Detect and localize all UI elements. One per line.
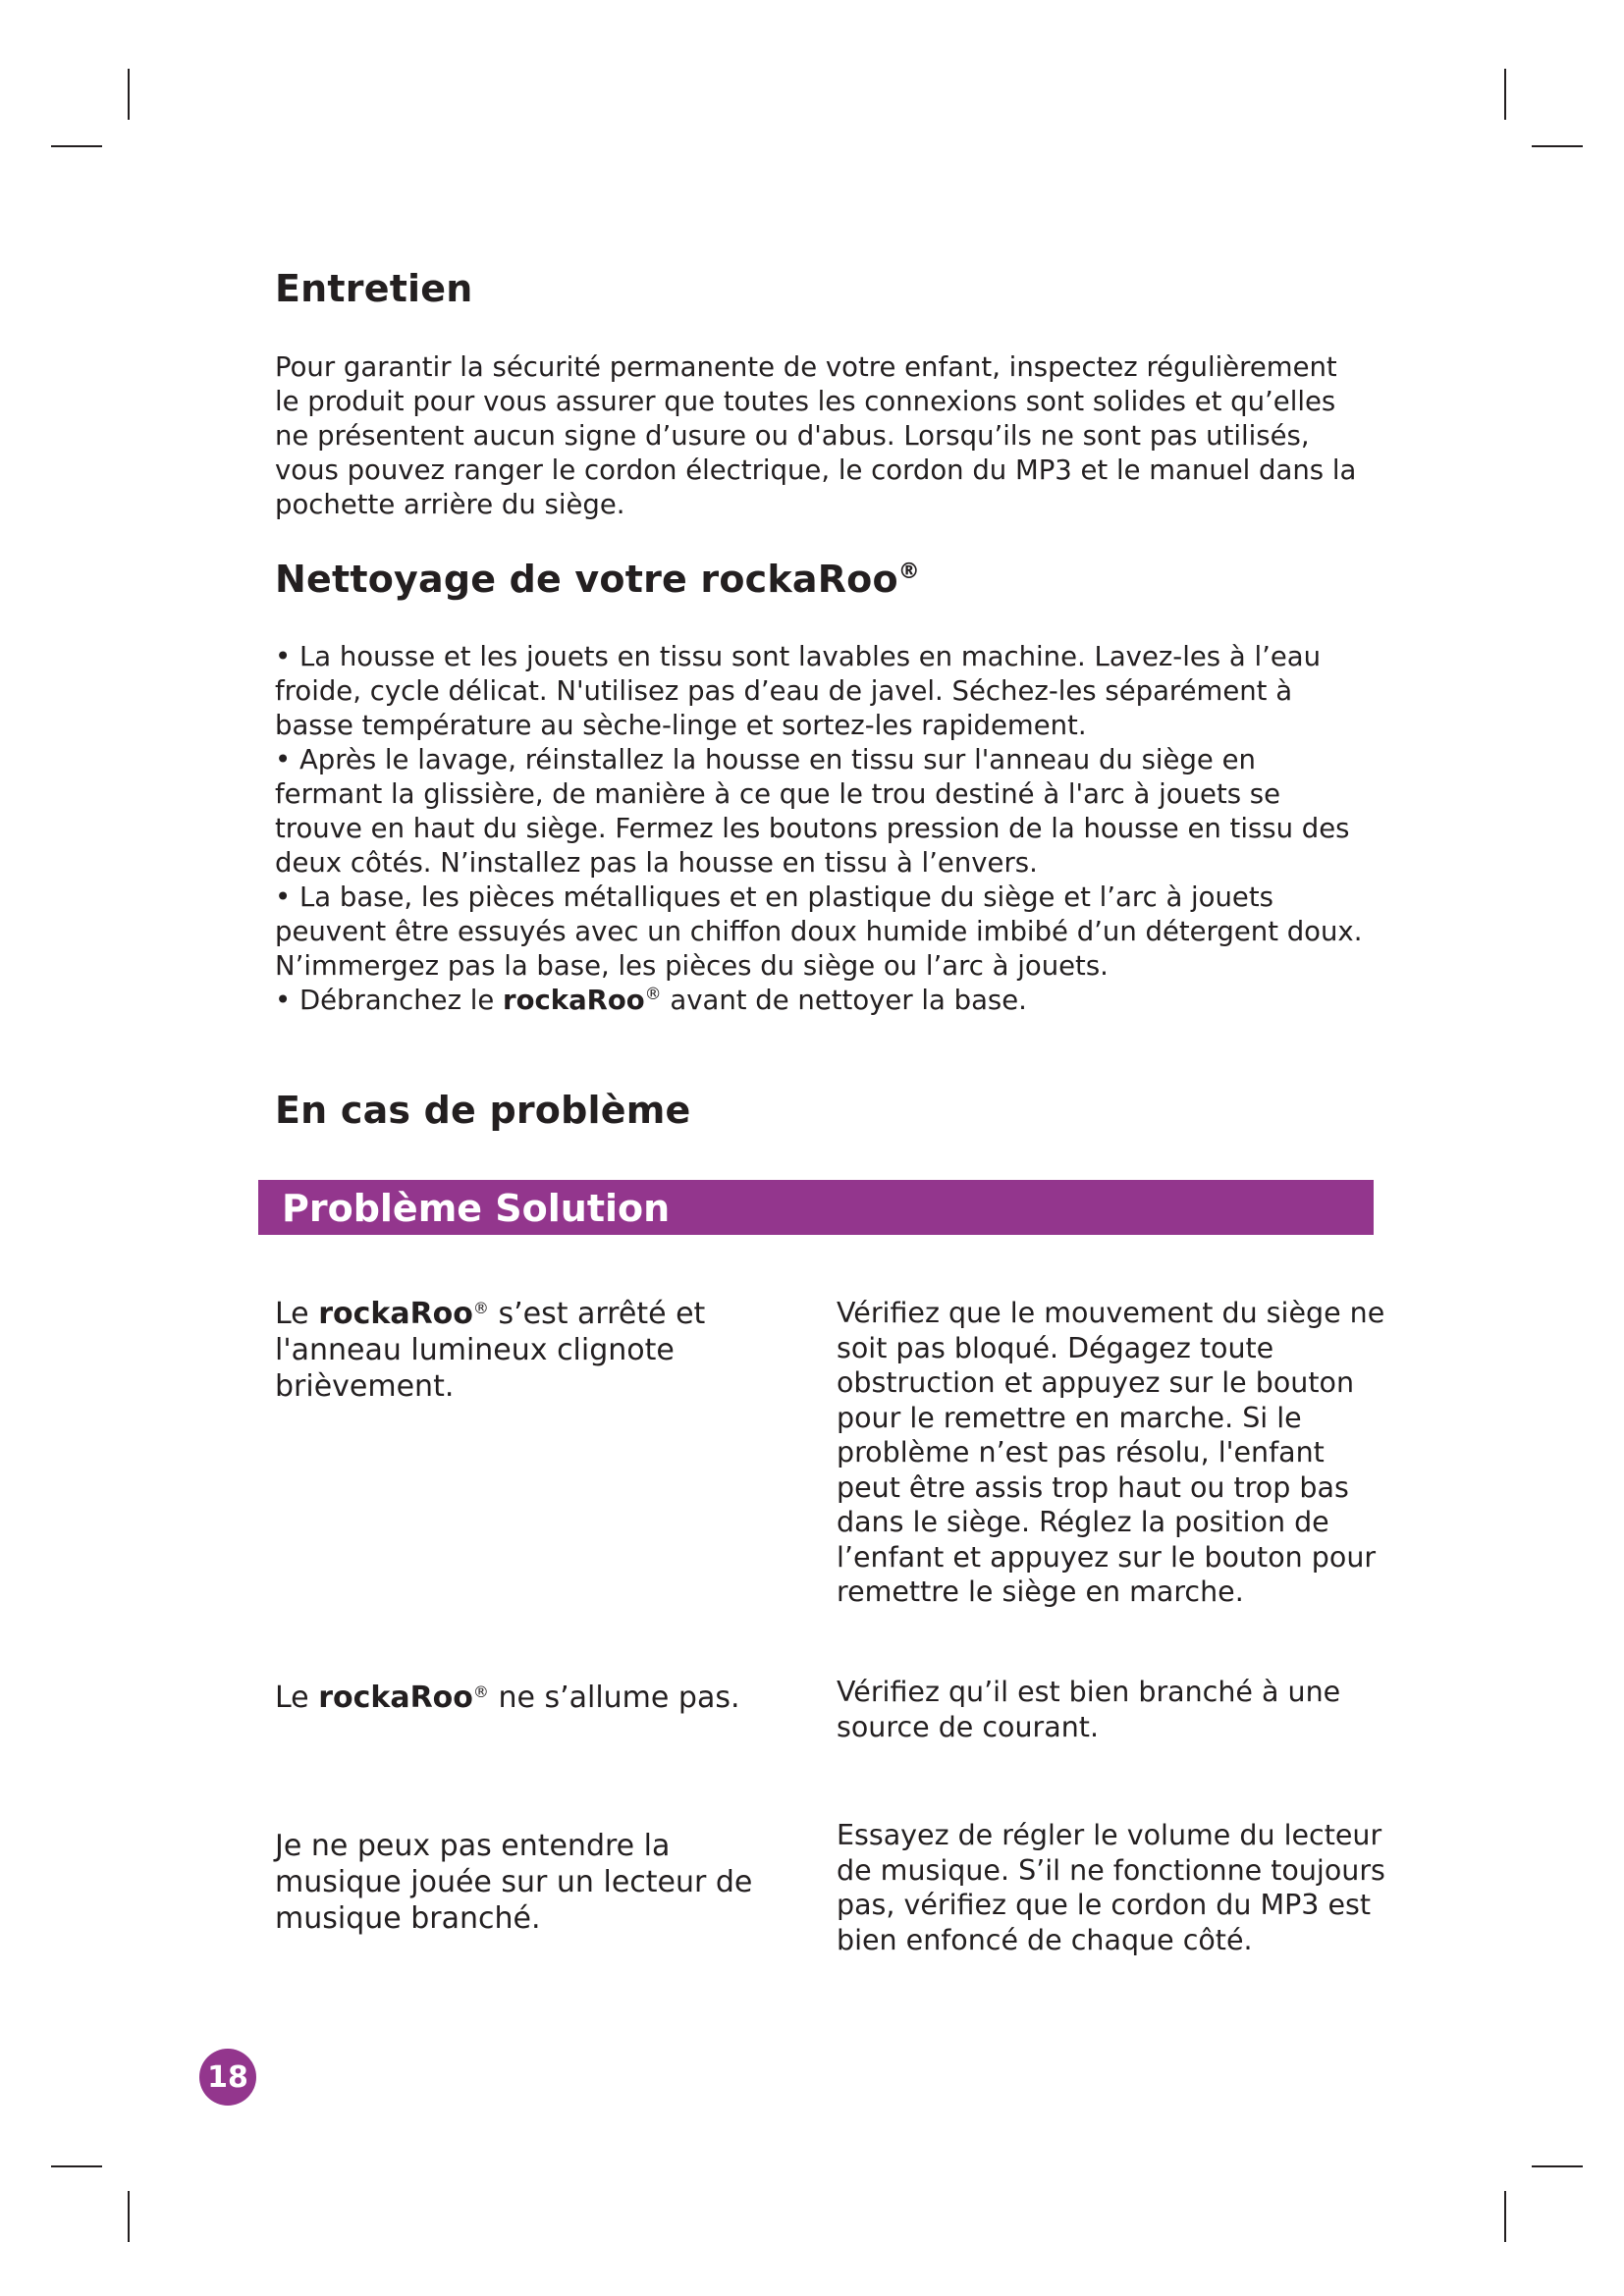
section-title-probleme: En cas de problème <box>275 1089 691 1132</box>
registered-mark: ® <box>472 1682 489 1701</box>
entretien-paragraph <box>275 350 1365 522</box>
bullet-4-suffix: avant de nettoyer la base. <box>661 985 1027 1016</box>
table-row-2-solution: Vérifiez qu’il est bien branché à une source de courant. <box>837 1676 1341 1743</box>
crop-mark-top-right-vertical <box>1504 69 1506 120</box>
brand-name: rockaRoo <box>318 1681 473 1715</box>
nettoyage-bullet-1: • La housse et les jouets en tissu sont lavables en machine. Lavez-les à l’eau froide, cycle délicat. N'utilisez pas d’eau de javel. Séchez-les séparément à basse température au sèche-linge et sortez-les rapidement. <box>275 641 1322 741</box>
bullet-4-prefix: • Débranchez le <box>275 985 504 1016</box>
table-row-3-problem: Je ne peux pas entendre la musique jouée sur un lecteur de musique branché. <box>275 1829 753 1936</box>
crop-mark-top-left-horizontal <box>51 145 102 147</box>
table-row-2-problem <box>275 1680 766 1716</box>
problem-suffix: ne s’allume pas. <box>488 1681 740 1715</box>
section-title-nettoyage <box>275 558 920 601</box>
crop-mark-bottom-right-vertical <box>1504 2191 1506 2242</box>
brand-name: rockaRoo <box>318 1297 473 1331</box>
nettoyage-bullet-3: • La base, les pièces métalliques et en plastique du siège et l’arc à jouets peuvent être essuyés avec un chiffon doux humide imbibé d’un détergent doux. N’immergez pas la base, les pièces du siège ou l’arc à jouets. <box>275 881 1363 982</box>
registered-mark: ® <box>897 560 920 584</box>
crop-mark-top-right-horizontal <box>1532 145 1583 147</box>
crop-mark-bottom-right-horizontal <box>1532 2165 1583 2167</box>
problem-suffix: s’est arrêté et l'anneau lumineux clignote brièvement. <box>275 1297 706 1404</box>
page-number-badge <box>199 2049 256 2106</box>
registered-mark: ® <box>472 1299 489 1317</box>
section-title-entretien: Entretien <box>275 267 473 310</box>
crop-mark-bottom-left-horizontal <box>51 2165 102 2167</box>
problem-prefix: Le <box>275 1297 319 1331</box>
nettoyage-bullet-4 <box>275 984 1365 1018</box>
table-row-1-problem <box>275 1296 766 1405</box>
page-number: 18 <box>207 2059 248 2095</box>
table-header-label: Problème Solution <box>282 1187 671 1230</box>
troubleshooting-table-header <box>258 1180 1374 1235</box>
crop-mark-bottom-left-vertical <box>128 2191 130 2242</box>
table-row-1-solution: Vérifiez que le mouvement du siège ne soit pas bloqué. Dégagez toute obstruction et appuyez sur le bouton pour le remettre en marche. Si le problème n’est pas résolu, l'enfant peut être assis trop haut ou trop bas dans le siège. Réglez la position de l’enfant et appuyez sur le bouton pour remettre le siège en marche. <box>837 1297 1385 1608</box>
table-row-3-solution: Essayez de régler le volume du lecteur de musique. S’il ne fonctionne toujours pas, vérifiez que le cordon du MP3 est bien enfoncé de chaque côté. <box>837 1819 1385 1956</box>
entretien-body: Pour garantir la sécurité permanente de votre enfant, inspectez régulièrement le produit pour vous assurer que toutes les connexions sont solides et qu’elles ne présentent aucun signe d’usure ou d'abus. Lorsqu’ils ne sont pas utilisés, vous pouvez ranger le cordon électrique, le cordon du MP3 et le manuel dans la pochette arrière du siège. <box>275 351 1357 520</box>
brand-name: rockaRoo <box>503 985 645 1016</box>
nettoyage-list <box>275 640 1365 1018</box>
nettoyage-bullet-2: • Après le lavage, réinstallez la housse en tissu sur l'anneau du siège en fermant la glissière, de manière à ce que le trou destiné à l'arc à jouets se trouve en haut du siège. Fermez les boutons pression de la housse en tissu des deux côtés. N’installez pas la housse en tissu à l’envers. <box>275 744 1350 879</box>
nettoyage-title-text: Nettoyage de votre rockaRoo <box>275 558 898 601</box>
crop-mark-top-left-vertical <box>128 69 130 120</box>
registered-mark: ® <box>644 984 662 1004</box>
problem-prefix: Le <box>275 1681 319 1715</box>
